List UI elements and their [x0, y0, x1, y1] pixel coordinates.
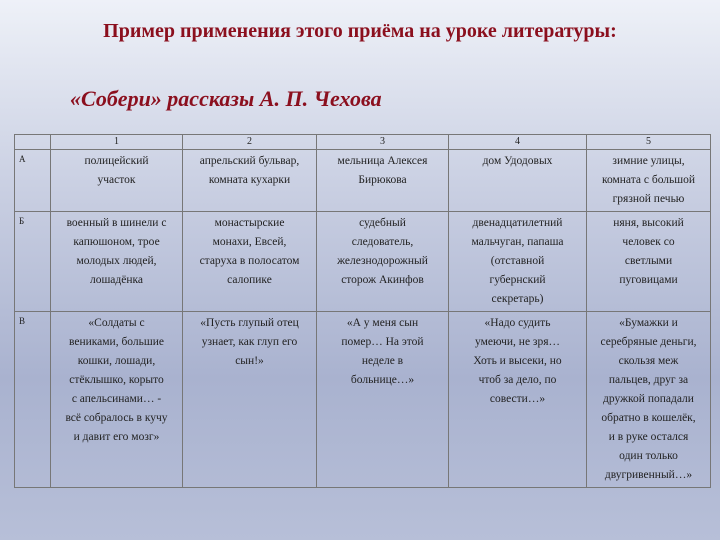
header-row: [15, 135, 711, 150]
table-cell: [449, 312, 587, 488]
table-cell: [51, 212, 183, 312]
cell-line: старуха в полосатом: [199, 255, 300, 267]
cell-line: пальцев, друг за: [608, 374, 689, 386]
cell-line: комната с большой: [601, 174, 696, 186]
cell-line: стёклышко, корыто: [69, 374, 164, 386]
table-cell: [317, 312, 449, 488]
cell-line: и давит его мозг»: [73, 431, 160, 443]
cell-line: «А у меня сын: [346, 317, 419, 329]
cell-line: няня, высокий: [613, 217, 684, 229]
cell-line: полицейский: [84, 155, 149, 167]
cell-line: секретарь): [491, 293, 544, 305]
cell-line: обратно в кошелёк,: [601, 412, 696, 424]
cell-line: двенадцатилетний: [472, 217, 563, 229]
stories-table: [14, 134, 711, 488]
header-cell-5: 5: [587, 135, 711, 150]
table-cell: [51, 150, 183, 212]
slide-subtitle: «Собери» рассказы А. П. Чехова: [70, 86, 382, 111]
cell-line: двугривенный…»: [604, 469, 693, 481]
cell-line: и в руке остался: [608, 431, 689, 443]
cell-line: железнодорожный: [337, 255, 428, 267]
table-cell: [183, 212, 317, 312]
cell-line: «Бумажки и: [619, 317, 678, 329]
cell-line: кошки, лошади,: [77, 355, 156, 367]
row-label: В: [15, 312, 51, 488]
cell-line: «Солдаты с: [88, 317, 145, 329]
cell-line: чтоб за дело, по: [478, 374, 557, 386]
cell-line: следователь,: [351, 236, 414, 248]
table-cell: [587, 150, 711, 212]
cell-line: монастырские: [214, 217, 285, 229]
header-cell-2: 2: [183, 135, 317, 150]
table-row: [15, 312, 711, 488]
cell-line: дом Удодовых: [482, 155, 553, 167]
table-cell: [587, 312, 711, 488]
cell-line: всё собралось в кучу: [65, 412, 168, 424]
cell-line: светлыми: [624, 255, 673, 267]
cell-line: узнает, как глуп его: [201, 336, 298, 348]
table-row: [15, 212, 711, 312]
table-cell: [51, 312, 183, 488]
table-body: [15, 150, 711, 488]
slide-title: Пример применения этого приёма на уроке литературы:: [103, 20, 617, 42]
cell-line: лошадёнка: [89, 274, 144, 286]
cell-line: мельница Алексея: [337, 155, 428, 167]
header-cell-3: 3: [317, 135, 449, 150]
cell-line: военный в шинели с: [66, 217, 167, 229]
table-cell: [449, 212, 587, 312]
cell-line: Бирюкова: [358, 174, 407, 186]
cell-line: монахи, Евсей,: [212, 236, 287, 248]
cell-line: умеючи, не зря…: [474, 336, 561, 348]
cell-line: салопике: [227, 274, 272, 286]
cell-line: сторож Акинфов: [341, 274, 424, 286]
cell-line: скользя меж: [618, 355, 679, 367]
row-label: А: [15, 150, 51, 212]
table-cell: [183, 312, 317, 488]
cell-line: совести…»: [489, 393, 546, 405]
cell-line: с апельсинами… -: [71, 393, 162, 405]
header-cell-4: 4: [449, 135, 587, 150]
header-cell-1: 1: [51, 135, 183, 150]
cell-line: молодых людей,: [76, 255, 157, 267]
cell-line: человек со: [622, 236, 675, 248]
cell-line: апрельский бульвар,: [199, 155, 300, 167]
cell-line: неделе в: [361, 355, 404, 367]
cell-line: один только: [619, 450, 678, 462]
cell-line: участок: [97, 174, 136, 186]
row-label: Б: [15, 212, 51, 312]
cell-line: губернский: [489, 274, 546, 286]
cell-line: сын!»: [235, 355, 264, 367]
cell-line: дружкой попадали: [603, 393, 694, 405]
table-cell: [317, 212, 449, 312]
cell-line: мальчуган, папаша: [471, 236, 564, 248]
cell-line: судебный: [359, 217, 406, 229]
cell-line: Хоть и высеки, но: [473, 355, 562, 367]
cell-line: «Пусть глупый отец: [200, 317, 299, 329]
cell-line: серебряные деньги,: [600, 336, 697, 348]
cell-line: помер… На этой: [341, 336, 424, 348]
cell-line: «Надо судить: [484, 317, 551, 329]
cell-line: (отставной: [490, 255, 545, 267]
cell-line: пуговицами: [619, 274, 678, 286]
table-cell: [449, 150, 587, 212]
cell-line: комната кухарки: [208, 174, 291, 186]
header-cell-corner: [15, 135, 51, 150]
cell-line: вениками, большие: [68, 336, 165, 348]
cell-line: зимние улицы,: [612, 155, 685, 167]
table-cell: [587, 212, 711, 312]
cell-line: больнице…»: [350, 374, 415, 386]
cell-line: капюшоном, трое: [73, 236, 160, 248]
table-cell: [317, 150, 449, 212]
table-row: [15, 150, 711, 212]
cell-line: грязной печью: [612, 193, 685, 205]
table-cell: [183, 150, 317, 212]
